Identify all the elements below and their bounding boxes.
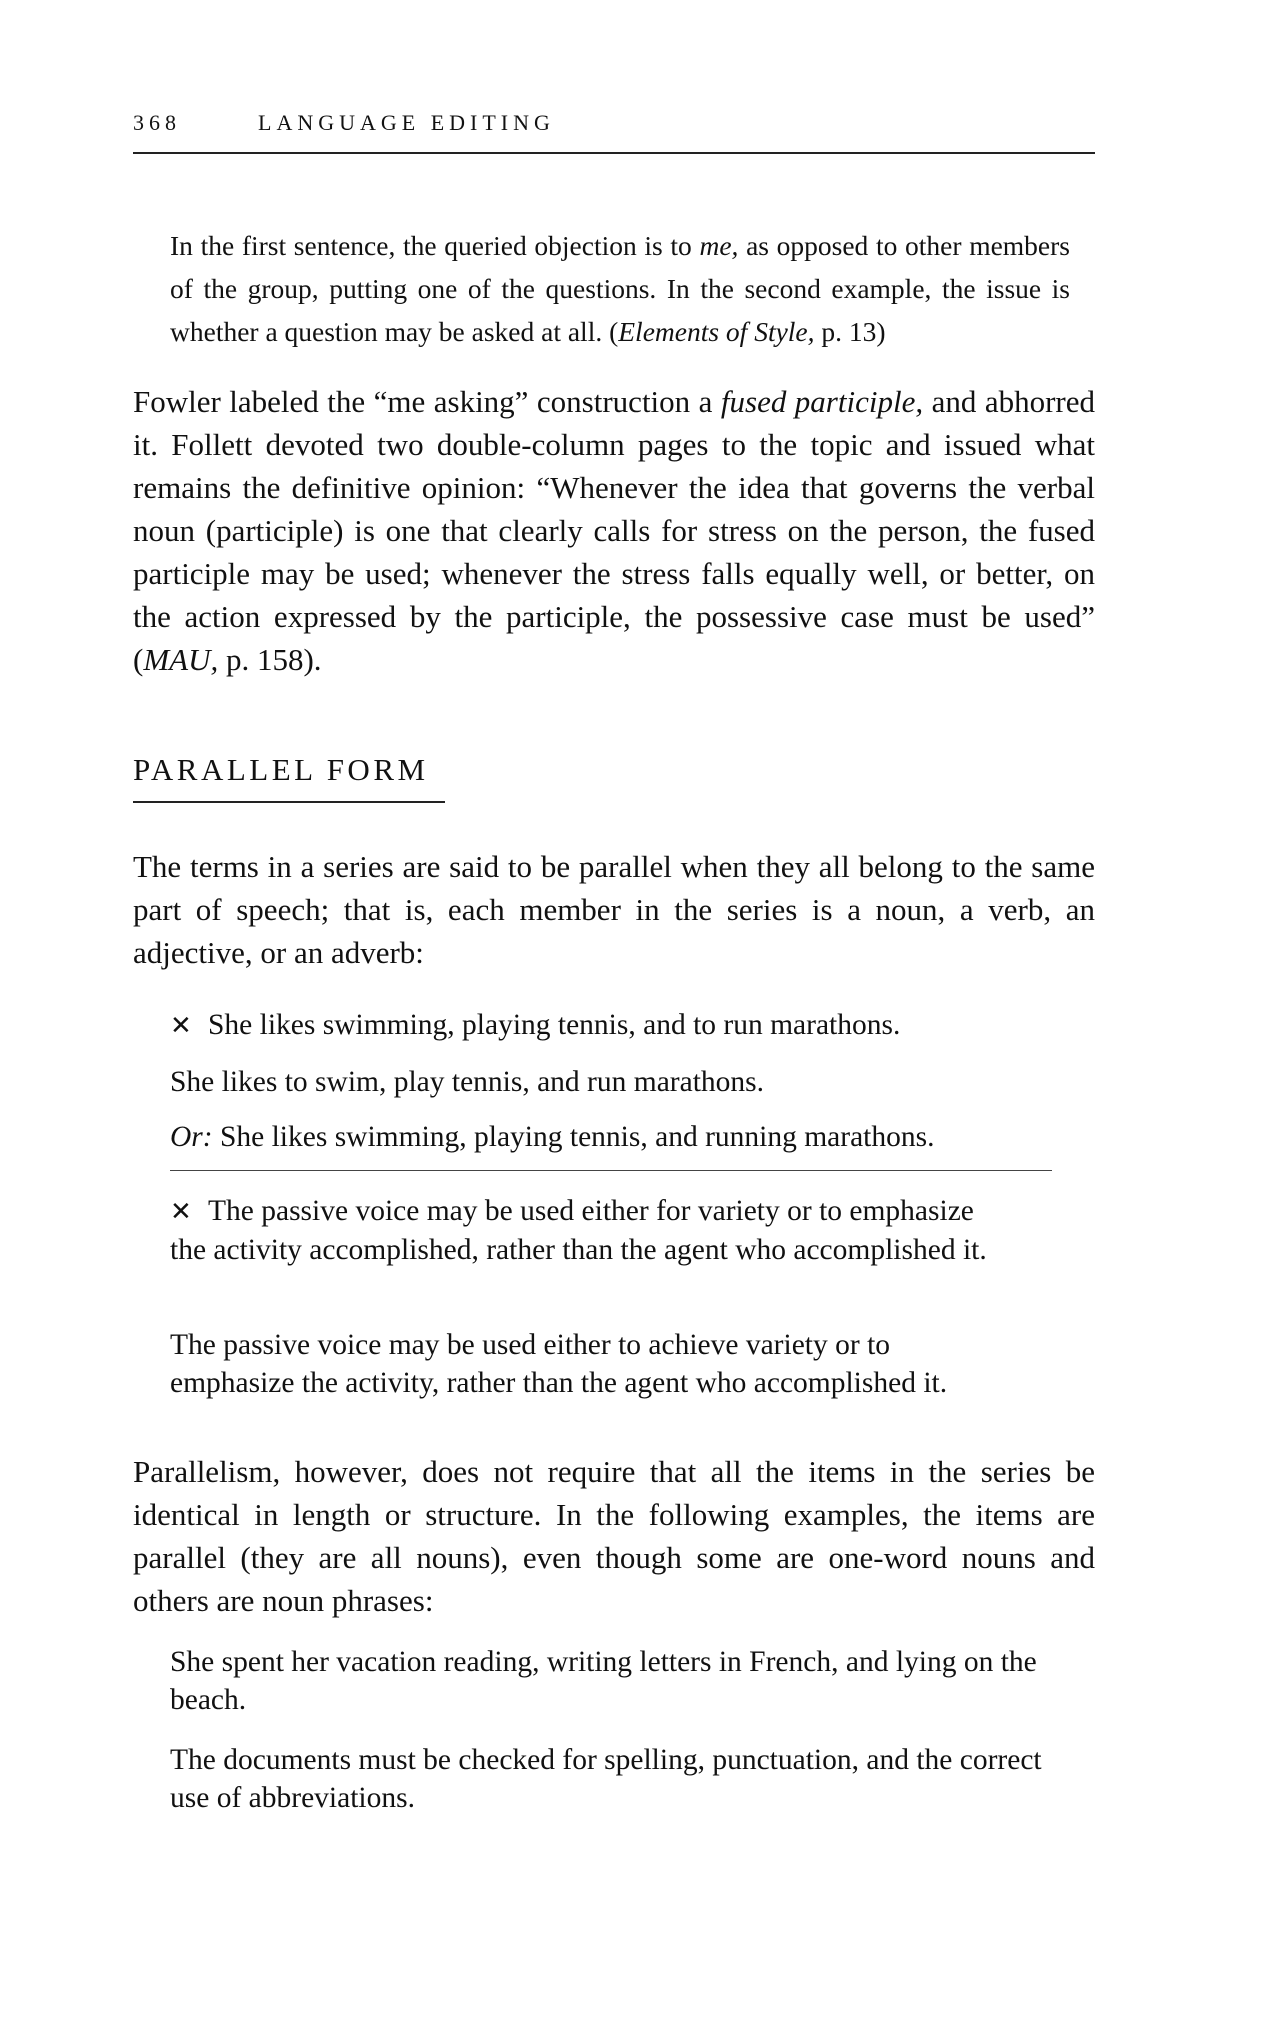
paragraph-fowler (133, 380, 1095, 681)
running-title: LANGUAGE EDITING (258, 110, 555, 135)
example-text: She likes swimming, playing tennis, and running marathons. (212, 1121, 935, 1153)
example-divider (170, 1170, 1052, 1171)
example-text: The passive voice may be used either for variety or to emphasize the activity accomplished, rather than the agent who accomplished it. (170, 1195, 987, 1266)
quote-text: p. 13) (814, 316, 886, 347)
source-abbrev: MAU, (143, 642, 219, 677)
quote-text: In the first sentence, the queried objection is to (170, 230, 700, 261)
example-incorrect (170, 1006, 1050, 1045)
quote-source-title: Elements of Style, (618, 316, 815, 347)
example-correct: She likes to swim, play tennis, and run marathons. (170, 1066, 765, 1098)
example-alternative (170, 1118, 1050, 1156)
incorrect-mark-icon: ✕ (170, 1011, 192, 1041)
section-title: PARALLEL FORM (133, 752, 429, 787)
paragraph-parallel-intro: The terms in a series are said to be parallel when they all belong to the same part of speech; that is, each member in the series is a noun, a verb, an adjective, or an adverb: (133, 849, 1095, 970)
incorrect-mark-icon: ✕ (170, 1197, 192, 1227)
running-header (133, 110, 1095, 136)
example-correct: The passive voice may be used either to achieve variety or to emphasize the activity, rather than the agent who accomplished it. (170, 1329, 948, 1399)
paragraph-text: p. 158). (218, 642, 322, 677)
example-incorrect (170, 1192, 1000, 1269)
example-correct: She spent her vacation reading, writing letters in French, and lying on the beach. (170, 1646, 1037, 1716)
paragraph-parallelism: Parallelism, however, does not require that all the items in the series be identical in length or structure. In the following examples, the items are parallel (they are all nouns), even though some are one-word nouns and others are noun phrases: (133, 1454, 1095, 1618)
section-rule (133, 801, 445, 803)
quote-text: as opposed to other members of the group, putting one of the questions. In the second example, the issue is whether a question may be asked at all. ( (170, 230, 1070, 347)
paragraph-text: Fowler labeled the “me asking” construction a (133, 384, 721, 419)
term-emphasis: fused participle, (720, 384, 924, 419)
quote-emphasis: me, (699, 230, 739, 261)
header-rule (133, 152, 1095, 154)
page-number: 368 (133, 110, 181, 135)
block-quote (170, 224, 1070, 353)
example-correct: The documents must be checked for spelling, punctuation, and the correct use of abbreviations. (170, 1744, 1042, 1814)
example-text: She likes swimming, playing tennis, and to run marathons. (208, 1009, 901, 1041)
example-prefix: Or: (170, 1121, 213, 1153)
paragraph-text: and abhorred it. Follett devoted two double-column pages to the topic and issued what remains the definitive opinion: “Whenever the idea that governs the verbal noun (participle) is one that clearly calls for stress on the person, the fused participle may be used; whenever the stress falls equally well, or better, on the action expressed by the participle, the possessive case must be used” ( (133, 384, 1095, 677)
